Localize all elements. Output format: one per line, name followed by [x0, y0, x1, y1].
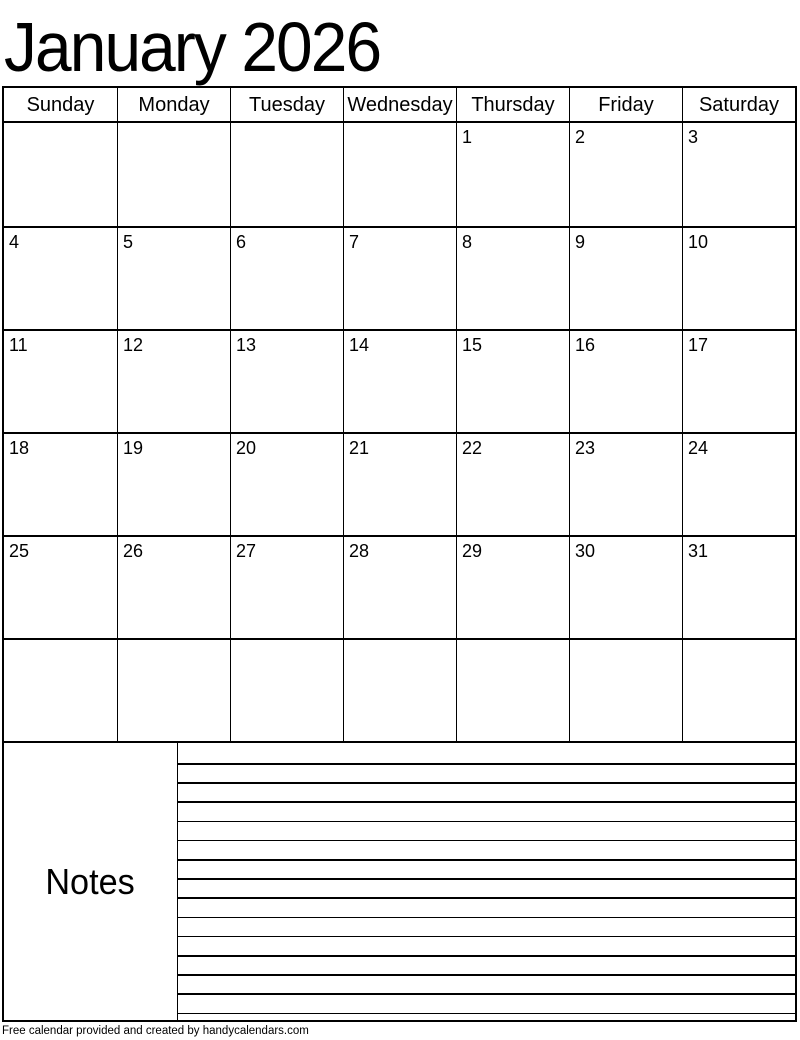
calendar-day-cell: [4, 226, 117, 329]
weekday-header-sunday: Sunday: [4, 88, 117, 123]
day-number: 8: [462, 232, 473, 252]
day-number: 29: [462, 541, 483, 561]
calendar-day-cell: [4, 329, 117, 432]
day-number: 14: [349, 335, 370, 355]
day-number: 16: [575, 335, 596, 355]
calendar-day-cell: [230, 535, 343, 638]
day-number: 6: [236, 232, 247, 252]
day-number: 15: [462, 335, 483, 355]
day-number: 17: [688, 335, 709, 355]
calendar-day-cell: [230, 329, 343, 432]
calendar-title: January 2026: [4, 8, 381, 86]
day-number: 18: [9, 438, 30, 458]
calendar-day-cell: [230, 123, 343, 226]
notes-section: [2, 743, 797, 1022]
calendar-day-cell: [4, 432, 117, 535]
day-number: 21: [349, 438, 370, 458]
day-number: 9: [575, 232, 586, 252]
day-number: 12: [123, 335, 144, 355]
weekday-header-monday: Monday: [117, 88, 230, 123]
day-number: 19: [123, 438, 144, 458]
day-number: 4: [9, 232, 20, 252]
ruled-line: [178, 897, 795, 899]
calendar-day-cell: [456, 329, 569, 432]
calendar-day-cell: [230, 432, 343, 535]
calendar-day-cell: [4, 535, 117, 638]
day-number: 24: [688, 438, 709, 458]
weekday-header-tuesday: Tuesday: [230, 88, 343, 123]
calendar-day-cell: [4, 638, 117, 741]
day-number: 5: [123, 232, 134, 252]
calendar-day-cell: [682, 329, 795, 432]
calendar-day-cell: [569, 535, 682, 638]
calendar-day-cell: [117, 226, 230, 329]
calendar-day-cell: [456, 535, 569, 638]
calendar-day-cell: [456, 432, 569, 535]
calendar-day-cell: [117, 329, 230, 432]
calendar-day-cell: [117, 432, 230, 535]
day-number: 26: [123, 541, 144, 561]
calendar-day-cell: [682, 226, 795, 329]
weekday-header-wednesday: Wednesday: [343, 88, 456, 123]
calendar-day-cell: [682, 535, 795, 638]
ruled-line: [178, 955, 795, 957]
weekday-header-thursday: Thursday: [456, 88, 569, 123]
calendar-day-cell: [569, 432, 682, 535]
day-number: 23: [575, 438, 596, 458]
day-number: 7: [349, 232, 360, 252]
ruled-line: [178, 917, 795, 919]
calendar-day-cell: [456, 638, 569, 741]
calendar-day-cell: [230, 638, 343, 741]
day-number: 28: [349, 541, 370, 561]
calendar-day-cell: [343, 638, 456, 741]
day-number: 10: [688, 232, 709, 252]
day-number: 2: [575, 127, 586, 147]
calendar-day-cell: [117, 638, 230, 741]
calendar-day-cell: [4, 123, 117, 226]
calendar-day-cell: [456, 226, 569, 329]
calendar-day-cell: [569, 226, 682, 329]
calendar-day-cell: [682, 123, 795, 226]
calendar-day-cell: [343, 329, 456, 432]
notes-ruled-area: [178, 743, 795, 1020]
notes-label-box: [4, 743, 178, 1020]
ruled-line: [178, 801, 795, 803]
day-number: 1: [462, 127, 473, 147]
weekday-header-saturday: Saturday: [682, 88, 795, 123]
calendar-day-cell: [343, 226, 456, 329]
ruled-line: [178, 859, 795, 861]
calendar-day-cell: [230, 226, 343, 329]
calendar-day-cell: [569, 638, 682, 741]
ruled-line: [178, 993, 795, 995]
day-number: 25: [9, 541, 30, 561]
calendar-day-cell: [343, 123, 456, 226]
day-number: 20: [236, 438, 257, 458]
calendar-day-cell: [569, 123, 682, 226]
ruled-line: [178, 840, 795, 842]
calendar-day-cell: [682, 432, 795, 535]
day-number: 27: [236, 541, 257, 561]
day-number: 13: [236, 335, 257, 355]
calendar-grid: [2, 86, 797, 743]
calendar-day-cell: [456, 123, 569, 226]
day-number: 3: [688, 127, 699, 147]
ruled-line: [178, 974, 795, 976]
ruled-line: [178, 782, 795, 784]
notes-label: Notes: [45, 860, 136, 902]
day-number: 22: [462, 438, 483, 458]
calendar-day-cell: [117, 123, 230, 226]
ruled-line: [178, 936, 795, 938]
ruled-line: [178, 878, 795, 880]
day-number: 30: [575, 541, 596, 561]
ruled-line: [178, 821, 795, 823]
calendar-day-cell: [343, 535, 456, 638]
day-number: 11: [9, 335, 28, 355]
weekday-header-friday: Friday: [569, 88, 682, 123]
ruled-line: [178, 763, 795, 765]
footer-credit: Free calendar provided and created by handycalendars.com: [2, 1025, 309, 1037]
calendar-day-cell: [343, 432, 456, 535]
day-number: 31: [688, 541, 709, 561]
calendar-day-cell: [569, 329, 682, 432]
ruled-line: [178, 1013, 795, 1015]
calendar-day-cell: [117, 535, 230, 638]
calendar-day-cell: [682, 638, 795, 741]
